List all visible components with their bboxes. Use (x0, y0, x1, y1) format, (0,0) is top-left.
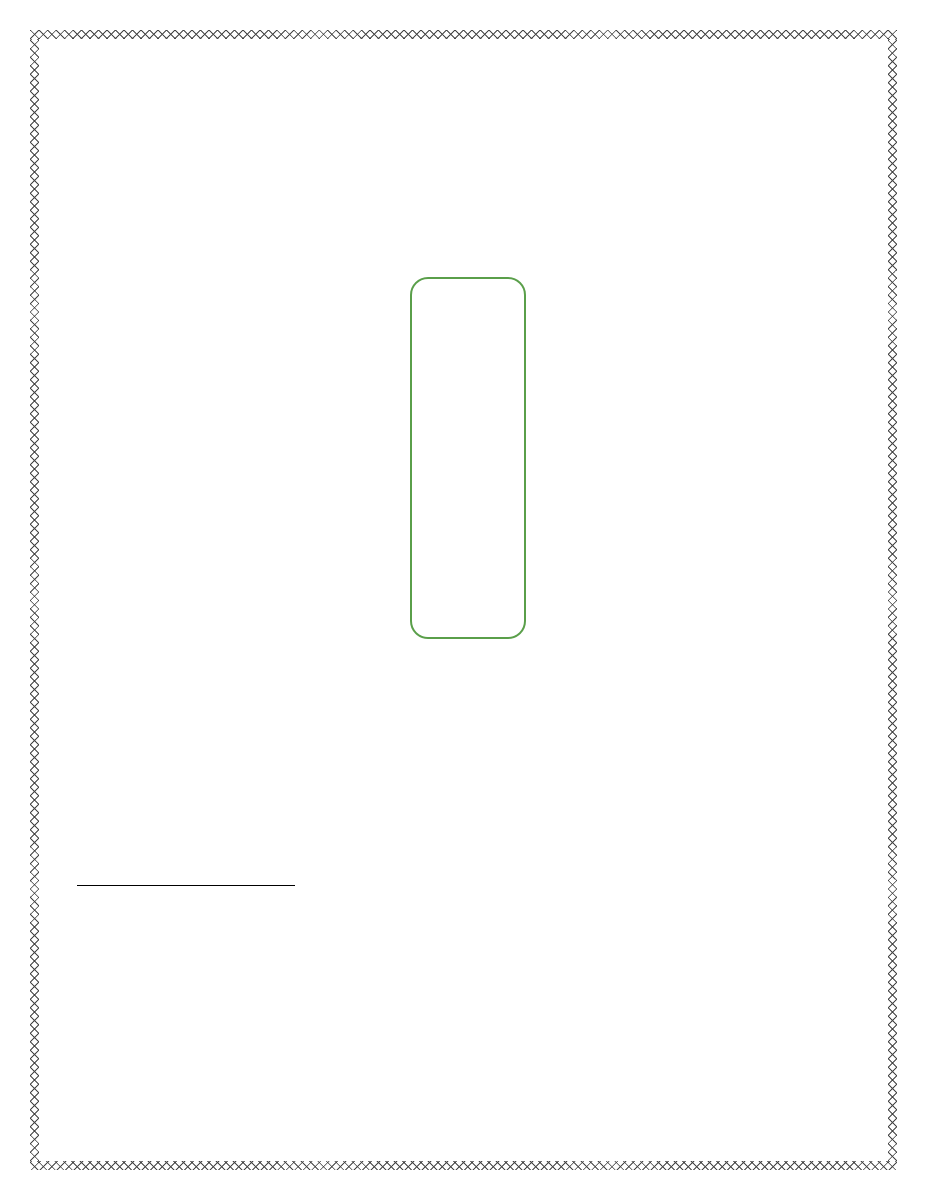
footnote-separator (77, 885, 295, 886)
pull-quote-box (410, 277, 526, 639)
